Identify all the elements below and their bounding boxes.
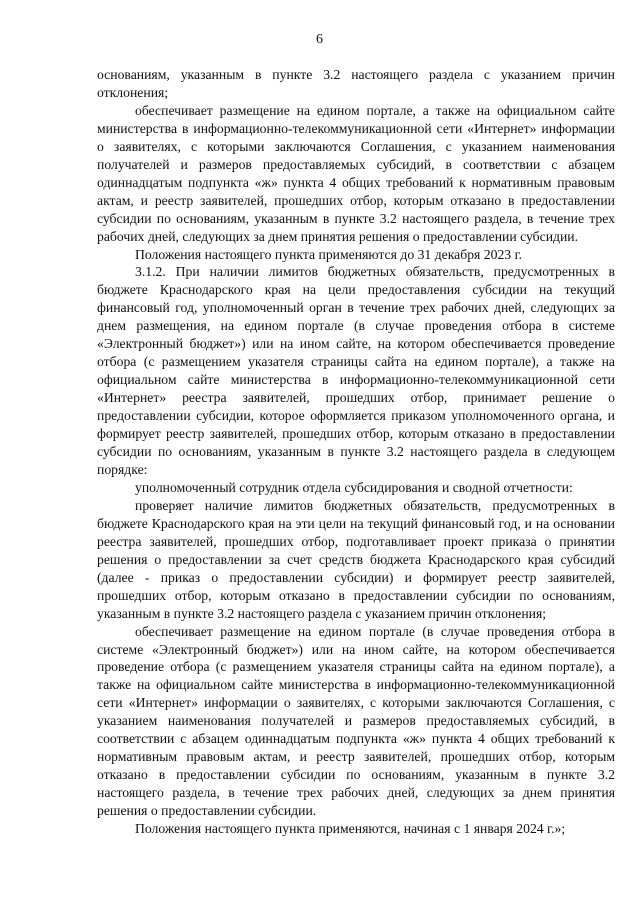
paragraph: проверяет наличие лимитов бюджетных обязательств, предусмотренных в бюджете Краснодарского края на эти цели на текущий финансовый год, и на основании реестра заявителей, прошедших отбор, подготавливает проект приказа о принятии решения о предоставлении за счет средств бюджета Краснодарского края субсидий (далее - приказ о предоставлении субсидии) и формирует реестр заявителей, прошедших отбор, которым отказано в предоставлении субсидии по основаниям, указанным в пункте 3.2 настоящего раздела с указанием причин отклонения; xyxy=(97,497,615,621)
paragraph: основаниям, указанным в пункте 3.2 настоящего раздела с указанием причин отклонения; xyxy=(97,67,615,100)
page-number: 6 xyxy=(316,32,323,47)
paragraph: обеспечивает размещение на едином портале, а также на официальном сайте министерства в информационно-телекоммуникационной сети «Интернет» информации о заявителях, с которыми заключаются Соглашения, с указанием наименования получателей и размеров предоставляемых субсидий, в соответствии с абзацем одиннадцатым подпункта «ж» пункта 4 общих требований к нормативным правовым актам, и реестр заявителей, прошедших отбор, которым отказано в предоставлении субсидии по основаниям, указанным в пункте 3.2 настоящего раздела, в течение трех рабочих дней, следующих за днем принятия решения о предоставлении субсидии. xyxy=(97,102,615,244)
document-body xyxy=(97,66,615,838)
paragraph: 3.1.2. При наличии лимитов бюджетных обязательств, предусмотренных в бюджете Краснодарского края на цели предоставления субсидии на текущий финансовый год, уполномоченный орган в течение трех рабочих дней, следующих за днем размещения, на едином портале (в случае проведения отбора в системе «Электронный бюджет») или на ином сайте, на котором обеспечивается проведение отбора (с размещением указателя страницы сайта на едином портале), а также на официальном сайте министерства в информационно-телекоммуникационной сети «Интернет» реестра заявителей, прошедших отбор, принимает решение о предоставлении субсидии, которое оформляется приказом уполномоченного органа, и формирует реестр заявителей, прошедших отбор, которым отказано в предоставлении субсидии по основаниям, указанным в пункте 3.2 настоящего раздела в следующем порядке: xyxy=(97,264,615,477)
paragraph: Положения настоящего пункта применяются, начиная с 1 января 2024 г.»; xyxy=(135,821,566,837)
paragraph: Положения настоящего пункта применяются до 31 декабря 2023 г. xyxy=(135,246,523,262)
paragraph: уполномоченный сотрудник отдела субсидирования и сводной отчетности: xyxy=(135,479,573,495)
paragraph: обеспечивает размещение на едином портале (в случае проведения отбора в системе «Электронный бюджет») или на ином сайте, на котором обеспечивается проведение отбора (с размещением указателя страницы сайта на едином портале), а также на официальном сайте министерства в информационно-телекоммуникационной сети «Интернет» информации о заявителях, с которыми заключаются Соглашения, с указанием наименования получателей и размеров предоставляемых субсидий, в соответствии с абзацем одиннадцатым подпункта «ж» пункта 4 общих требований к нормативным правовым актам, и реестр заявителей, прошедших отбор, которым отказано в предоставлении субсидии по основаниям, указанным в пункте 3.2 настоящего раздела, в течение трех рабочих дней, следующих за днем принятия решения о предоставлении субсидии. xyxy=(97,623,615,819)
